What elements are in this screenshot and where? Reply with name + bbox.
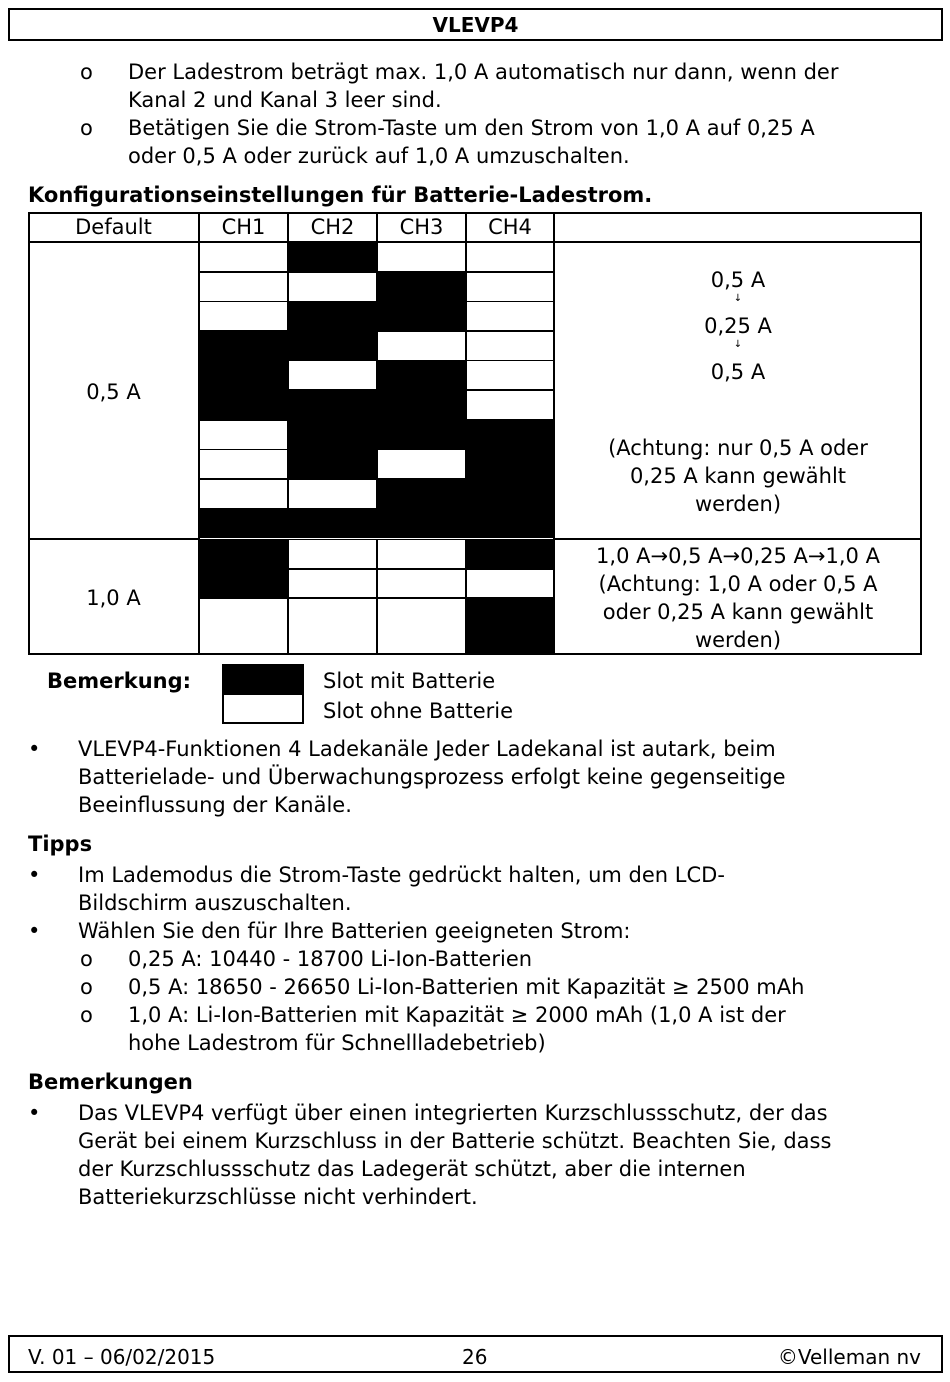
header-ch3: CH3 bbox=[399, 215, 444, 239]
slot-empty bbox=[466, 360, 554, 390]
bullet1-line-3: Beeinflussung der Kanäle. bbox=[78, 793, 352, 817]
group1-note bbox=[554, 434, 922, 518]
slot-empty bbox=[466, 390, 554, 420]
header-ch1: CH1 bbox=[221, 215, 266, 239]
header-title: VLEVP4 bbox=[432, 13, 519, 37]
slot-filled bbox=[199, 569, 288, 599]
group2-note-line: oder 0,25 A kann gewählt bbox=[602, 600, 874, 624]
tips-heading: Tipps bbox=[28, 832, 93, 856]
slot-empty bbox=[288, 272, 377, 302]
bullet1-line-1: VLEVP4-Funktionen 4 Ladekanäle Jeder Ladekanal ist autark, beim bbox=[78, 737, 776, 761]
header-ch2: CH2 bbox=[310, 215, 355, 239]
tip1-line-2: Bildschirm auszuschalten. bbox=[78, 891, 352, 915]
sequence-step-1: 0,5 A bbox=[710, 268, 766, 292]
intro-1-line-1: Der Ladestrom beträgt max. 1,0 A automatisch nur dann, wenn der bbox=[128, 60, 839, 84]
slot-empty bbox=[377, 449, 466, 479]
slot-filled bbox=[199, 331, 288, 361]
slot-filled bbox=[199, 508, 288, 538]
slot-filled bbox=[377, 390, 466, 420]
header-ch4: CH4 bbox=[488, 215, 532, 239]
tip2-line-1: Wählen Sie den für Ihre Batterien geeigneten Strom: bbox=[78, 919, 631, 943]
group2-note-line: (Achtung: 1,0 A oder 0,5 A bbox=[598, 572, 878, 596]
slot-empty bbox=[288, 479, 377, 509]
slot-filled bbox=[288, 420, 377, 450]
slot-empty bbox=[288, 360, 377, 390]
slot-empty bbox=[288, 598, 377, 654]
slot-filled bbox=[377, 508, 466, 538]
page-footer bbox=[8, 1335, 943, 1373]
slot-filled bbox=[288, 390, 377, 420]
remarks-heading: Bemerkungen bbox=[28, 1070, 193, 1094]
table-group-divider bbox=[28, 538, 199, 540]
group1-note-line: (Achtung: nur 0,5 A oder bbox=[608, 436, 868, 460]
slot-filled bbox=[377, 360, 466, 390]
config-heading: Konfigurationseinstellungen für Batterie-Ladestrom. bbox=[28, 183, 653, 207]
remark1-line-1: Das VLEVP4 verfügt über einen integrierten Kurzschlussschutz, der das bbox=[78, 1101, 828, 1125]
page-header bbox=[8, 8, 943, 41]
slot-filled bbox=[377, 479, 466, 509]
legend-empty-label: Slot ohne Batterie bbox=[323, 699, 514, 723]
slot-empty bbox=[466, 301, 554, 331]
slot-empty bbox=[377, 242, 466, 272]
slot-empty bbox=[199, 272, 288, 302]
arrow-down-icon: ↓ bbox=[733, 293, 743, 304]
slot-empty bbox=[199, 449, 288, 479]
footer-copyright: ©Velleman nv bbox=[777, 1345, 921, 1369]
slot-filled bbox=[466, 449, 554, 479]
slot-empty bbox=[466, 242, 554, 272]
slot-empty bbox=[199, 301, 288, 331]
slot-filled bbox=[466, 539, 554, 569]
legend-filled-swatch bbox=[222, 664, 304, 695]
current-sequence bbox=[554, 266, 922, 386]
slot-empty bbox=[288, 569, 377, 599]
legend-empty-swatch bbox=[222, 693, 304, 724]
group2-note-line: 1,0 A→0,5 A→0,25 A→1,0 A bbox=[596, 544, 880, 568]
slot-empty bbox=[377, 598, 466, 654]
legend-filled-label: Slot mit Batterie bbox=[323, 669, 496, 693]
default-value-group2: 1,0 A bbox=[86, 586, 141, 610]
tip1-line-1: Im Lademodus die Strom-Taste gedrückt halten, um den LCD- bbox=[78, 863, 725, 887]
slot-filled bbox=[199, 539, 288, 569]
footer-version: V. 01 – 06/02/2015 bbox=[28, 1345, 216, 1369]
bullet-marker: o bbox=[80, 60, 93, 84]
remark1-line-2: Gerät bei einem Kurzschluss in der Batterie schützt. Beachten Sie, dass bbox=[78, 1129, 832, 1153]
slot-filled bbox=[288, 331, 377, 361]
sequence-step-3: 0,5 A bbox=[710, 360, 766, 384]
remark1-line-4: Batteriekurzschlüsse nicht verhindert. bbox=[78, 1185, 478, 1209]
group2-note bbox=[554, 542, 922, 654]
bullet-marker: • bbox=[28, 737, 41, 761]
slot-filled bbox=[199, 360, 288, 390]
tip-sub3-line-2: hohe Ladestrom für Schnellladebetrieb) bbox=[128, 1031, 546, 1055]
slot-filled bbox=[288, 508, 377, 538]
slot-filled bbox=[466, 508, 554, 538]
sequence-step-2: 0,25 A bbox=[704, 314, 772, 338]
bullet-marker: • bbox=[28, 919, 41, 943]
tip-sub1-line-1: 0,25 A: 10440 - 18700 Li-Ion-Batterien bbox=[128, 947, 533, 971]
tip-sub2-line-1: 0,5 A: 18650 - 26650 Li-Ion-Batterien mit Kapazität ≥ 2500 mAh bbox=[128, 975, 805, 999]
slot-filled bbox=[288, 301, 377, 331]
slot-empty bbox=[466, 331, 554, 361]
header-default: Default bbox=[75, 215, 152, 239]
group2-note-line: werden) bbox=[694, 628, 782, 652]
remark1-line-3: der Kurzschlussschutz das Ladegerät schützt, aber die internen bbox=[78, 1157, 746, 1181]
legend-label: Bemerkung: bbox=[47, 669, 192, 693]
group1-note-line: 0,25 A kann gewählt bbox=[629, 464, 847, 488]
slot-empty bbox=[199, 420, 288, 450]
bullet-marker: o bbox=[80, 1003, 93, 1027]
bullet-marker: • bbox=[28, 863, 41, 887]
default-value-group1: 0,5 A bbox=[86, 380, 141, 404]
intro-2-line-1: Betätigen Sie die Strom-Taste um den Strom von 1,0 A auf 0,25 A bbox=[128, 116, 815, 140]
slot-empty bbox=[377, 539, 466, 569]
slot-filled bbox=[199, 390, 288, 420]
arrow-down-icon: ↓ bbox=[733, 339, 743, 350]
slot-filled bbox=[466, 598, 554, 654]
group1-note-line: werden) bbox=[694, 492, 782, 516]
slot-empty bbox=[199, 479, 288, 509]
slot-empty bbox=[466, 569, 554, 599]
bullet-marker: o bbox=[80, 975, 93, 999]
bullet-marker: o bbox=[80, 947, 93, 971]
table-group-divider bbox=[554, 538, 922, 540]
slot-empty bbox=[377, 331, 466, 361]
intro-1-line-2: Kanal 2 und Kanal 3 leer sind. bbox=[128, 88, 442, 112]
footer-page-number: 26 bbox=[462, 1345, 488, 1369]
bullet1-line-2: Batterielade- und Überwachungsprozess erfolgt keine gegenseitige bbox=[78, 765, 786, 789]
slot-empty bbox=[288, 539, 377, 569]
slot-filled bbox=[466, 479, 554, 509]
slot-empty bbox=[466, 272, 554, 302]
slot-empty bbox=[199, 598, 288, 654]
intro-2-line-2: oder 0,5 A oder zurück auf 1,0 A umzuschalten. bbox=[128, 144, 630, 168]
slot-filled bbox=[288, 242, 377, 272]
slot-filled bbox=[377, 272, 466, 302]
bullet-marker: o bbox=[80, 116, 93, 140]
slot-filled bbox=[288, 449, 377, 479]
slot-filled bbox=[466, 420, 554, 450]
tip-sub3-line-1: 1,0 A: Li-Ion-Batterien mit Kapazität ≥ 2000 mAh (1,0 A ist der bbox=[128, 1003, 786, 1027]
slot-empty bbox=[199, 242, 288, 272]
slot-filled bbox=[377, 301, 466, 331]
slot-filled bbox=[377, 420, 466, 450]
slot-empty bbox=[377, 569, 466, 599]
bullet-marker: • bbox=[28, 1101, 41, 1125]
